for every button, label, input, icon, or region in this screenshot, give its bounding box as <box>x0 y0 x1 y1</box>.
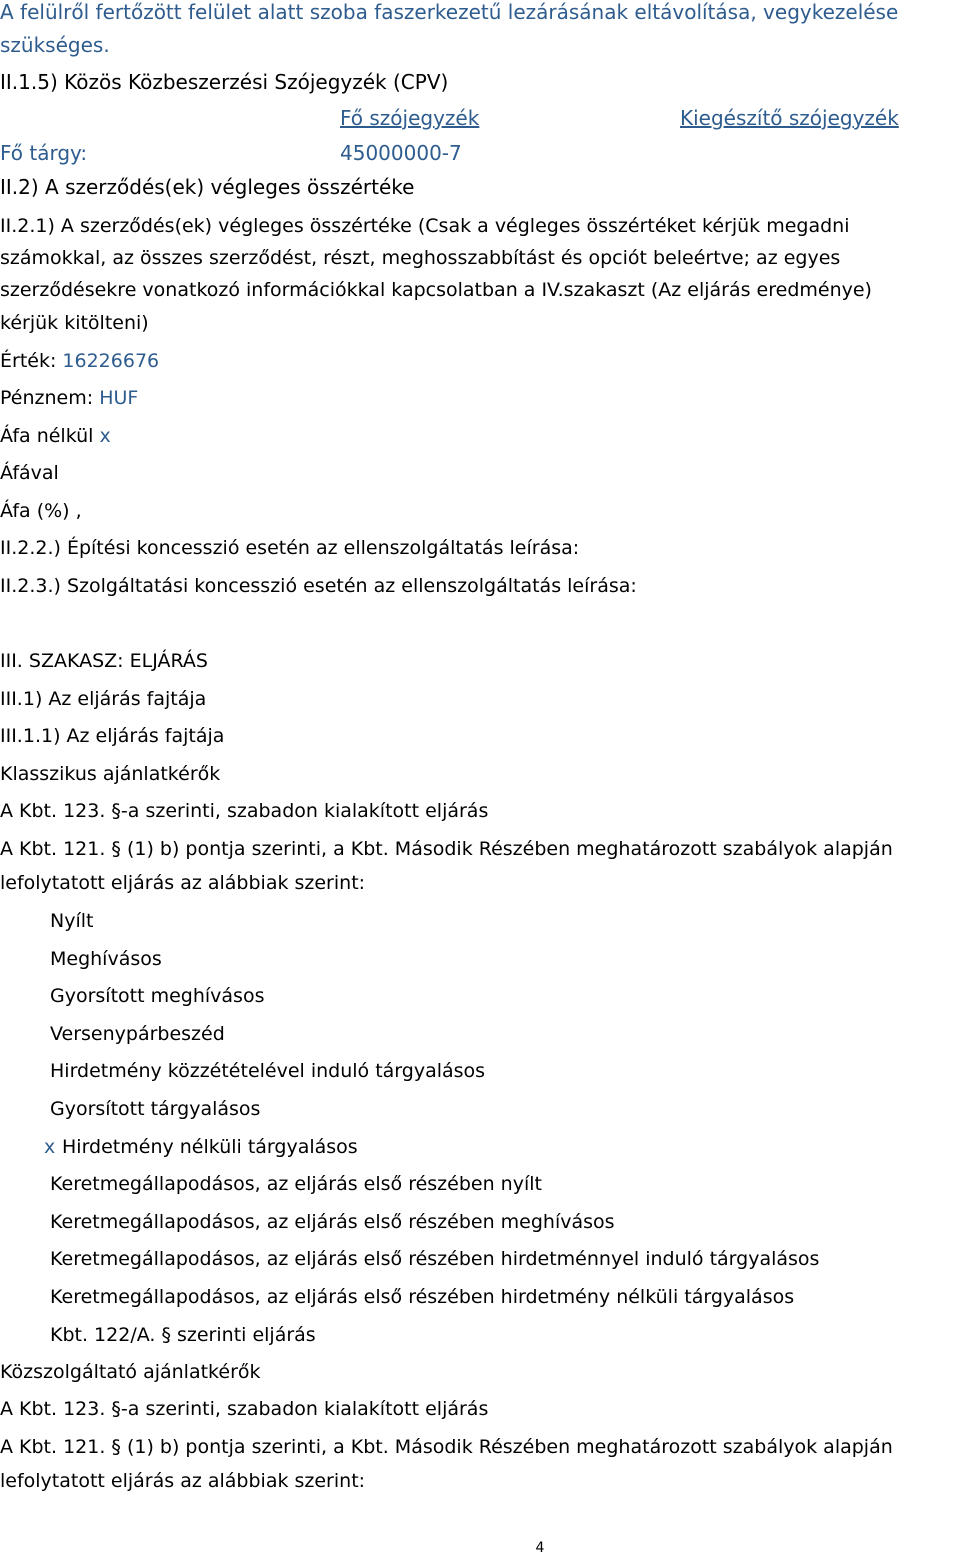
section-3-heading: III. SZAKASZ: ELJÁRÁS <box>0 650 208 672</box>
utility-contracting-authorities: Közszolgáltató ajánlatkérők <box>0 1361 261 1383</box>
kbt-121-procedure-utility-1: A Kbt. 121. § (1) b) pontja szerinti, a Kbt. Második Részében meghatározott szabályok alapján <box>0 1436 893 1458</box>
procedure-type-heading-1: III.1) Az eljárás fajtája <box>0 688 207 710</box>
final-value-description-4: kérjük kitölteni) <box>0 312 149 334</box>
procedure-option <box>50 1059 485 1083</box>
final-value-description-2: számokkal, az összes szerződést, részt, meghosszabbítást és opciót beleértve; az egyes <box>0 247 841 269</box>
vat-rate-label: Áfa (%) , <box>0 500 82 522</box>
procedure-option-label: Hirdetmény közzétételével induló tárgyalásos <box>50 1060 486 1082</box>
procedure-option-label: Versenypárbeszéd <box>50 1023 225 1045</box>
procedure-option <box>50 909 93 933</box>
value-row <box>0 349 159 373</box>
procedure-option <box>50 947 162 971</box>
classic-contracting-authorities: Klasszikus ajánlatkérők <box>0 763 221 785</box>
cpv-supplementary-vocabulary-header: Kiegészítő szójegyzék <box>680 106 899 130</box>
procedure-option-label: Kbt. 122/A. § szerinti eljárás <box>50 1324 316 1346</box>
procedure-type-heading-2: III.1.1) Az eljárás fajtája <box>0 725 225 747</box>
kbt-121-procedure-classic-1: A Kbt. 121. § (1) b) pontja szerinti, a Kbt. Második Részében meghatározott szabályok alapján <box>0 838 893 860</box>
procedure-option <box>50 984 264 1008</box>
procedure-option-label: Gyorsított tárgyalásos <box>50 1098 261 1120</box>
final-value-description-1: II.2.1) A szerződés(ek) végleges összértéke (Csak a végleges összértéket kérjük megadni <box>0 215 850 237</box>
procedure-option-label: Keretmegállapodásos, az eljárás első részében meghívásos <box>50 1211 615 1233</box>
procedure-option <box>44 1135 358 1159</box>
currency-label: Pénznem: <box>0 387 94 409</box>
final-value-heading: II.2) A szerződés(ek) végleges összértéke <box>0 175 415 199</box>
currency-row <box>0 386 138 410</box>
page-number: 4 <box>535 1540 545 1556</box>
kbt-123-procedure-utility: A Kbt. 123. §-a szerinti, szabadon kialakított eljárás <box>0 1398 489 1420</box>
currency-value: HUF <box>99 387 139 409</box>
kbt-121-procedure-utility-2: lefolytatott eljárás az alábbiak szerint: <box>0 1470 366 1492</box>
procedure-option-label: Nyílt <box>50 910 94 932</box>
description-line-1: A felülről fertőzött felület alatt szoba faszerkezetű lezárásának eltávolítása, vegykezelése <box>0 0 899 24</box>
procedure-option-mark: x <box>44 1136 56 1158</box>
value-amount: 16226676 <box>62 350 160 372</box>
procedure-option <box>50 1247 819 1271</box>
vat-excluded-label: Áfa nélkül <box>0 425 94 447</box>
main-subject-cpv-code: 45000000-7 <box>340 141 462 165</box>
works-concession-heading: II.2.2.) Építési koncesszió esetén az ellenszolgáltatás leírása: <box>0 537 580 559</box>
procedure-option <box>50 1022 225 1046</box>
procedure-option-label: Hirdetmény nélküli tárgyalásos <box>62 1136 358 1158</box>
service-concession-heading: II.2.3.) Szolgáltatási koncesszió esetén az ellenszolgáltatás leírása: <box>0 575 637 597</box>
procedure-option <box>50 1323 316 1347</box>
kbt-123-procedure-classic: A Kbt. 123. §-a szerinti, szabadon kialakított eljárás <box>0 800 489 822</box>
procedure-option-label: Keretmegállapodásos, az eljárás első részében hirdetmény nélküli tárgyalásos <box>50 1286 795 1308</box>
vat-excluded-row <box>0 424 111 448</box>
final-value-description-3: szerződésekre vonatkozó információkkal kapcsolatban a IV.szakaszt (Az eljárás eredménye) <box>0 279 872 301</box>
procedure-option <box>50 1285 794 1309</box>
procedure-option-label: Meghívásos <box>50 948 162 970</box>
cpv-main-vocabulary-header: Fő szójegyzék <box>340 106 480 130</box>
main-subject-label: Fő tárgy: <box>0 141 88 165</box>
procedure-option-label: Keretmegállapodásos, az eljárás első részében hirdetménnyel induló tárgyalásos <box>50 1248 820 1270</box>
procedure-option <box>50 1172 542 1196</box>
vat-included-label: Áfával <box>0 462 59 484</box>
value-label: Érték: <box>0 350 57 372</box>
procedure-option-label: Gyorsított meghívásos <box>50 985 265 1007</box>
procedure-option-label: Keretmegállapodásos, az eljárás első részében nyílt <box>50 1173 542 1195</box>
description-line-2: szükséges. <box>0 33 110 57</box>
procedure-option <box>50 1097 260 1121</box>
vat-excluded-mark: x <box>99 425 111 447</box>
cpv-heading: II.1.5) Közös Közbeszerzési Szójegyzék (CPV) <box>0 70 449 94</box>
procedure-option <box>50 1210 615 1234</box>
kbt-121-procedure-classic-2: lefolytatott eljárás az alábbiak szerint: <box>0 872 366 894</box>
